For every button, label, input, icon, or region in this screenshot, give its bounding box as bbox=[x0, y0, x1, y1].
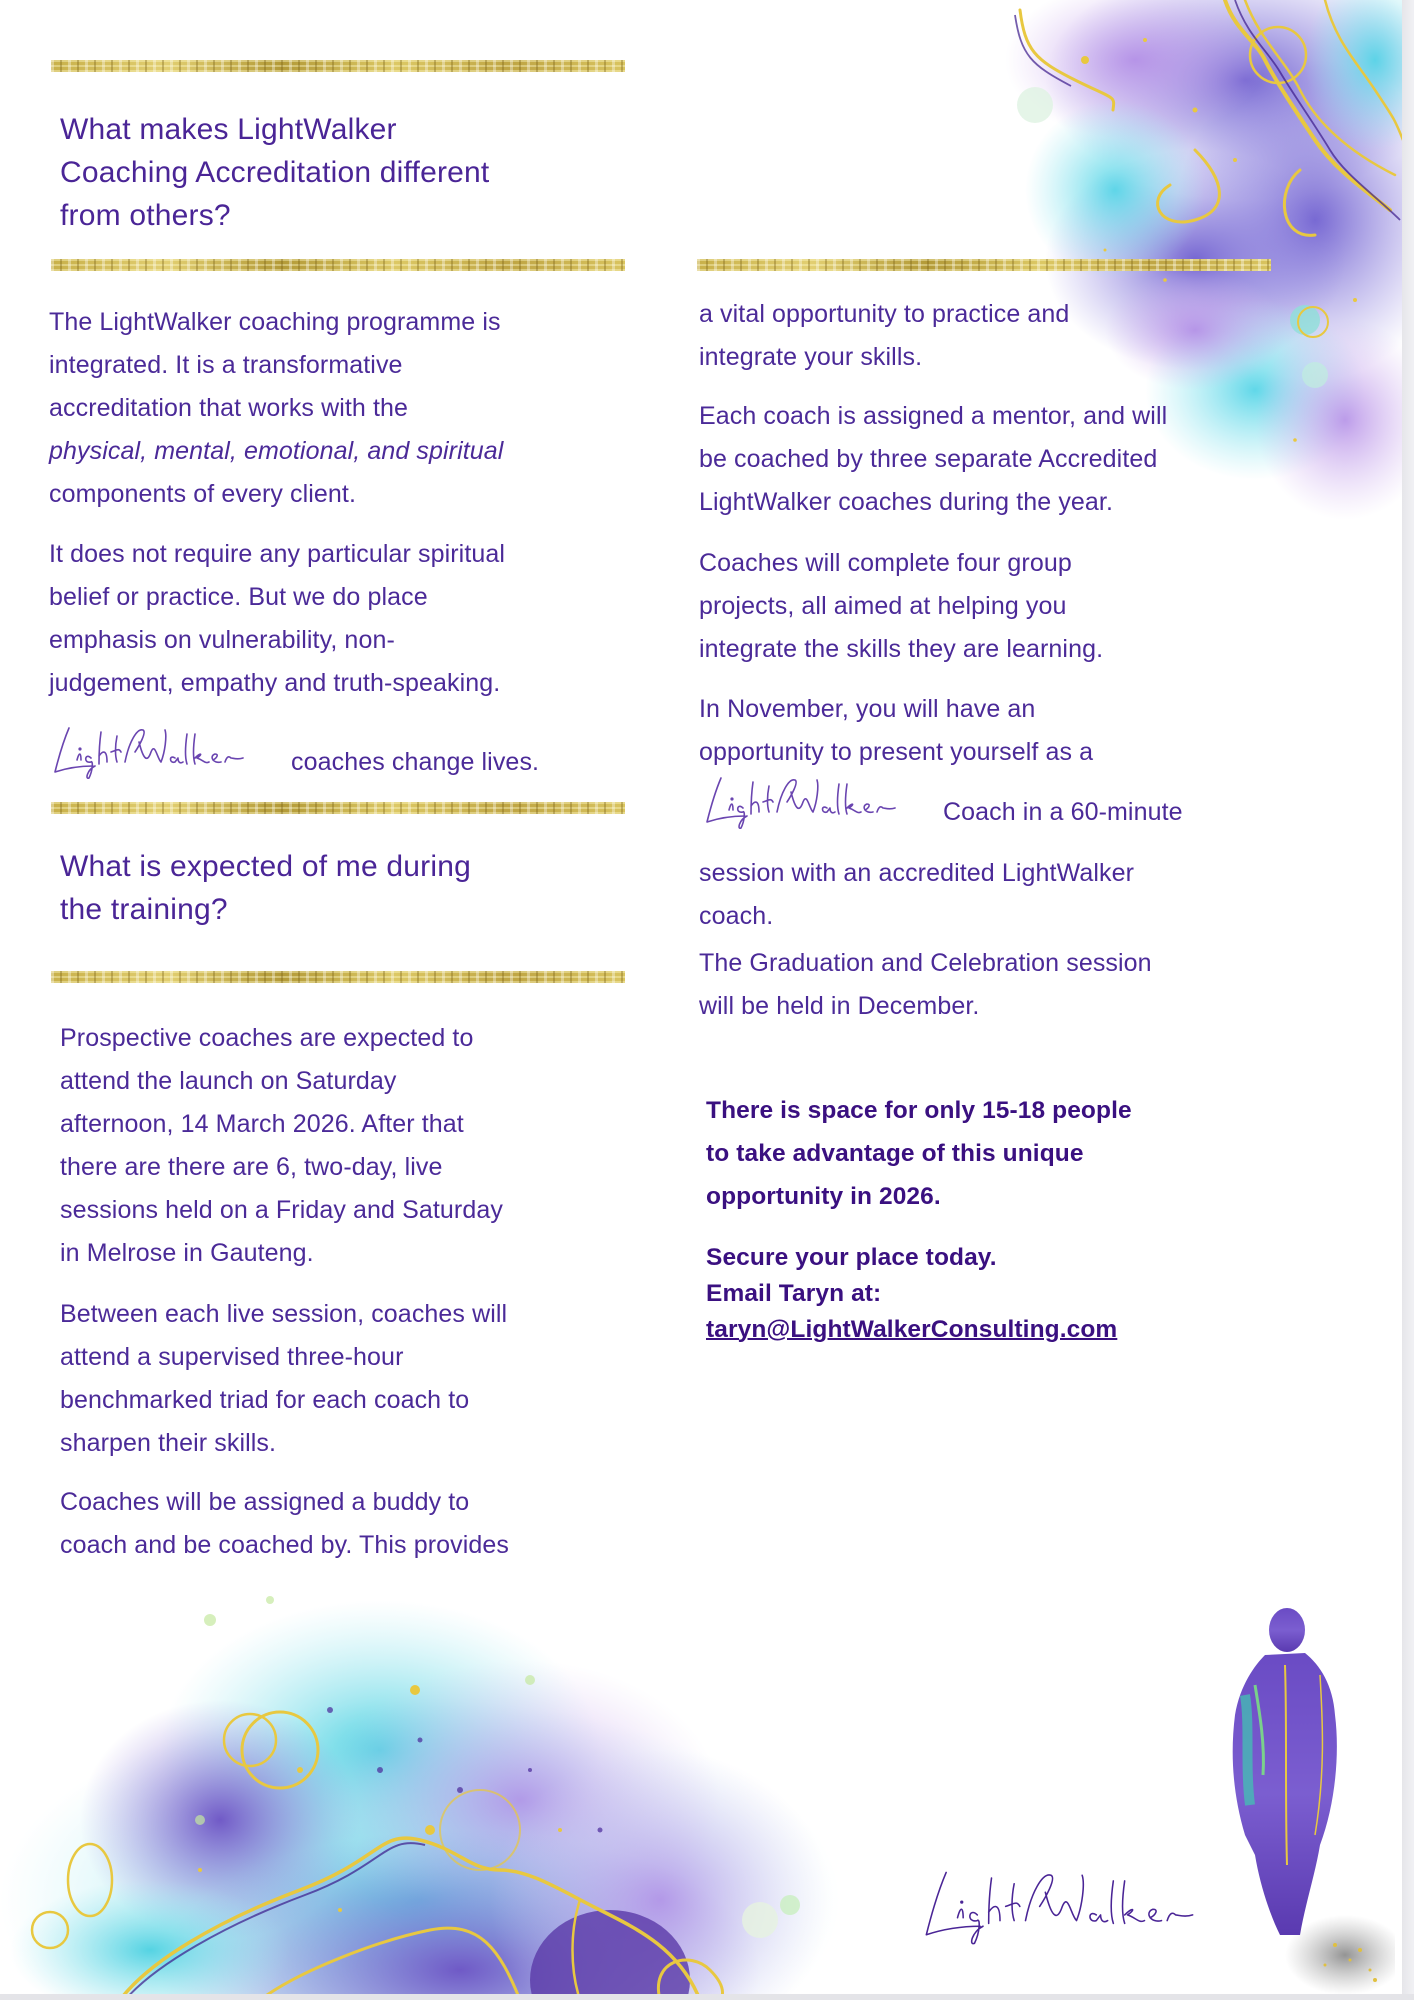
gold-divider bbox=[51, 971, 625, 983]
text-line: will be held in December. bbox=[699, 992, 980, 1020]
text-line: emphasis on vulnerability, non- bbox=[49, 626, 395, 654]
text-line: integrate your skills. bbox=[699, 343, 923, 371]
text-line: Between each live session, coaches will bbox=[60, 1300, 508, 1328]
text-line: belief or practice. But we do place bbox=[49, 583, 428, 611]
cta-line: Secure your place today. bbox=[706, 1244, 997, 1271]
text-line: Prospective coaches are expected to bbox=[60, 1024, 474, 1052]
heading-line: the training? bbox=[60, 893, 228, 926]
text-line: components of every client. bbox=[49, 480, 357, 508]
tagline-text: coaches change lives. bbox=[291, 748, 540, 776]
tagline-coaches-change-lives bbox=[47, 722, 539, 802]
italic-text-line: physical, mental, emotional, and spiritual bbox=[49, 437, 504, 465]
text-line: attend the launch on Saturday bbox=[60, 1067, 397, 1095]
text-line: opportunity to present yourself as a bbox=[699, 738, 1094, 766]
text-line: sessions held on a Friday and Saturday bbox=[60, 1196, 503, 1224]
call-to-action bbox=[706, 1240, 1117, 1348]
text-line-with-script bbox=[699, 772, 1183, 852]
text-line: coach and be coached by. This provides bbox=[60, 1531, 509, 1559]
page-edge-right bbox=[1402, 0, 1414, 2000]
text-line: coach. bbox=[699, 902, 774, 930]
callout-limited-space bbox=[706, 1089, 1132, 1218]
text-fragment: Coach in a 60-minute bbox=[943, 798, 1183, 826]
heading-what-is-expected bbox=[60, 845, 471, 931]
email-link[interactable]: taryn@LightWalkerConsulting.com bbox=[706, 1316, 1118, 1343]
text-line: afternoon, 14 March 2026. After that bbox=[60, 1110, 464, 1138]
text-line: Coaches will be assigned a buddy to bbox=[60, 1488, 470, 1516]
text-line: The Graduation and Celebration session bbox=[699, 949, 1152, 977]
text-line: Coaches will complete four group bbox=[699, 549, 1072, 577]
text-line: attend a supervised three-hour bbox=[60, 1343, 404, 1371]
text-line: projects, all aimed at helping you bbox=[699, 592, 1067, 620]
text-line: there are there are 6, two-day, live bbox=[60, 1153, 443, 1181]
gold-divider bbox=[697, 259, 1271, 271]
paragraph-group-projects bbox=[699, 542, 1103, 671]
heading-line: Coaching Accreditation different bbox=[60, 156, 490, 189]
gold-divider bbox=[51, 802, 625, 814]
paragraph-spiritual-belief bbox=[49, 533, 505, 705]
paragraph-vital-opportunity bbox=[699, 293, 1069, 379]
gold-divider bbox=[51, 60, 625, 72]
page-edge-bottom bbox=[0, 1994, 1414, 2000]
paragraph-buddy bbox=[60, 1481, 509, 1567]
watercolor-art-bottom bbox=[0, 1570, 900, 1994]
cta-line: Email Taryn at: bbox=[706, 1280, 882, 1307]
text-line: a vital opportunity to practice and bbox=[699, 300, 1070, 328]
paragraph-triad-sessions bbox=[60, 1293, 507, 1465]
text-line: in Melrose in Gauteng. bbox=[60, 1239, 314, 1267]
paragraph-november-session bbox=[699, 688, 1183, 938]
heading-line: What is expected of me during bbox=[60, 850, 472, 883]
text-line: judgement, empathy and truth-speaking. bbox=[49, 669, 501, 697]
paragraph-launch-schedule bbox=[60, 1017, 503, 1275]
paragraph-integrated-programme bbox=[49, 301, 503, 516]
lightwalker-logo bbox=[915, 1845, 1255, 1965]
text-line: to take advantage of this unique bbox=[706, 1140, 1084, 1167]
text-line: integrated. It is a transformative bbox=[49, 351, 403, 379]
text-line: Each coach is assigned a mentor, and will bbox=[699, 402, 1168, 430]
text-line: sharpen their skills. bbox=[60, 1429, 277, 1457]
gold-divider bbox=[51, 259, 625, 271]
heading-line: What makes LightWalker bbox=[60, 113, 397, 146]
text-line: LightWalker coaches during the year. bbox=[699, 488, 1114, 516]
heading-line: from others? bbox=[60, 199, 231, 232]
text-line: It does not require any particular spiritual bbox=[49, 540, 506, 568]
text-line: session with an accredited LightWalker bbox=[699, 859, 1135, 887]
paragraph-graduation bbox=[699, 942, 1152, 1028]
text-line: In November, you will have an bbox=[699, 695, 1036, 723]
text-line: integrate the skills they are learning. bbox=[699, 635, 1104, 663]
lightwalker-script-logo bbox=[699, 772, 939, 852]
text-line: benchmarked triad for each coach to bbox=[60, 1386, 470, 1414]
text-line: opportunity in 2026. bbox=[706, 1183, 941, 1210]
text-line: The LightWalker coaching programme is bbox=[49, 308, 501, 336]
heading-what-makes-different bbox=[60, 108, 489, 237]
paragraph-mentor bbox=[699, 395, 1167, 524]
text-line: be coached by three separate Accredited bbox=[699, 445, 1158, 473]
text-line: There is space for only 15-18 people bbox=[706, 1097, 1132, 1124]
text-line: accreditation that works with the bbox=[49, 394, 409, 422]
lightwalker-script-logo bbox=[47, 722, 287, 802]
